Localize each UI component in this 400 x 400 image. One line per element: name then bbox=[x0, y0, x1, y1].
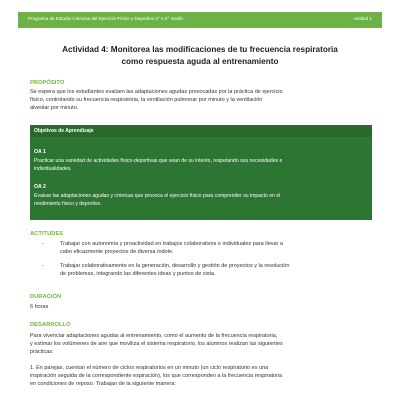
activity-title-line: Actividad 4: Monitorea las modificaciones de tu frecuencia respiratoria bbox=[62, 45, 338, 54]
text-line: inspiración seguida de la correspondiente espiración), los que corresponden a la frecuencia respiratoria bbox=[30, 373, 283, 380]
text-line: físico, controlando su frecuencia respiratoria, la ventilación pulmonar por minuto y la ventilación bbox=[30, 97, 263, 104]
text-line: 1. En parejas, cuentan el número de ciclos respiratorios en un minuto (un ciclo respiratorio es una bbox=[30, 365, 269, 371]
text-line: Practicar una variedad de actividades físico-deportivas que sean de su interés, respetando sus necesidades e bbox=[34, 158, 283, 164]
section-heading-duracion: DURACIÓN bbox=[30, 294, 62, 300]
bullet-text bbox=[60, 240, 372, 256]
section-heading-desarrollo: DESARROLLO bbox=[30, 322, 71, 328]
desarrollo-step-1 bbox=[30, 364, 372, 388]
bullet-text bbox=[60, 262, 372, 278]
learning-objectives-box bbox=[30, 125, 372, 220]
text-line: rendimiento físico y deportivo. bbox=[34, 201, 102, 207]
text-line: cabo eficazmente proyectos de diversa índole. bbox=[60, 249, 174, 256]
program-name: Programa de Estudio Ciencias del Ejercicio Físico y Deportivo 3° o 4° medio bbox=[28, 16, 184, 21]
text-line: alveolar por minuto. bbox=[30, 105, 79, 112]
activity-title-line: como respuesta aguda al entrenamiento bbox=[121, 57, 279, 66]
text-line: prácticas: bbox=[30, 349, 54, 356]
oa1-label: OA 1 bbox=[34, 149, 46, 155]
bullet-dash: - bbox=[42, 241, 44, 247]
oa1-text bbox=[34, 157, 366, 173]
text-line: Trabajar colaborativamente en la generación, desarrollo y gestión de proyectos y la resolución bbox=[60, 263, 290, 269]
text-line: Trabajar con autonomía y proactividad en trabajos colaborativos e individuales para llevar a bbox=[60, 241, 283, 247]
text-line: y estimar los volúmenes de aire que moviliza el sistema respiratorio, los alumnos realizan las siguientes bbox=[30, 341, 283, 348]
section-heading-proposito: PROPÓSITO bbox=[30, 80, 65, 86]
bullet-dash: - bbox=[42, 263, 44, 269]
text-line: de problemas, integrando las diferentes ideas y puntos de vista. bbox=[60, 271, 216, 278]
text-line: en condiciones de reposo. Trabajan de la siguiente manera: bbox=[30, 381, 176, 388]
desarrollo-intro bbox=[30, 332, 372, 356]
objectives-title: Objetivos de Aprendizaje bbox=[30, 125, 372, 137]
proposito-text bbox=[30, 88, 372, 112]
duracion-value: 6 horas bbox=[30, 304, 49, 310]
text-line: Se espera que los estudiantes evalúen las adaptaciones agudas provocadas por la práctica de ejercicio bbox=[30, 89, 283, 95]
text-line: Para vivenciar adaptaciones agudas al entrenamiento, como el aumento de la frecuencia respiratoria, bbox=[30, 333, 278, 339]
oa2-label: OA 2 bbox=[34, 184, 46, 190]
section-heading-actitudes: ACTITUDES bbox=[30, 231, 64, 237]
text-line: individualidades. bbox=[34, 166, 72, 172]
unit-label: Unidad 1 bbox=[353, 16, 372, 21]
page-header bbox=[18, 12, 382, 28]
oa2-text bbox=[34, 192, 366, 208]
text-line: Evaluar las adaptaciones agudas y crónicas que provoca el ejercicio físico para comprender su impacto en el bbox=[34, 193, 281, 199]
activity-title bbox=[30, 44, 370, 68]
